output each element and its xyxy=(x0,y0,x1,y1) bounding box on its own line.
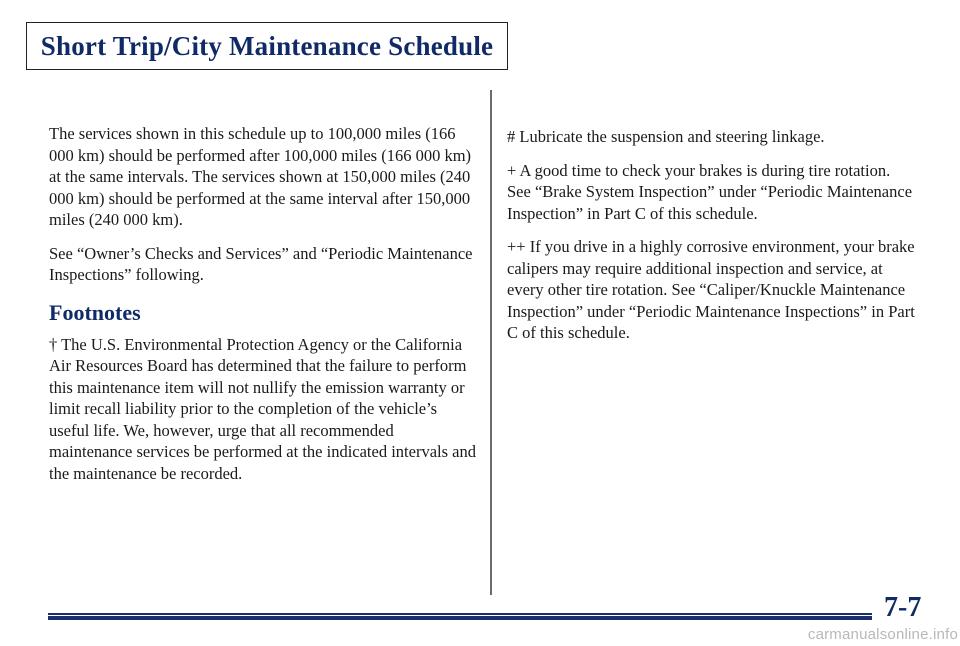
left-column xyxy=(49,123,479,496)
watermark-text: carmanualsonline.info xyxy=(807,626,958,643)
footer-rule-thin xyxy=(48,613,872,615)
page-number: 7-7 xyxy=(884,592,922,623)
page-title: Short Trip/City Maintenance Schedule xyxy=(40,30,494,61)
right-column xyxy=(507,126,917,356)
footnote-hash: # Lubricate the suspension and steering linkage. xyxy=(507,127,825,146)
footnotes-heading: Footnotes xyxy=(49,299,141,325)
footnote-plus: + A good time to check your brakes is during tire rotation. See “Brake System Inspection” under “Periodic Maintenance Inspection” in Part C of this schedule. xyxy=(507,160,913,223)
footer-rule-thick xyxy=(48,616,872,620)
intro-paragraph: The services shown in this schedule up to 100,000 miles (166 000 km) should be performed after 100,000 miles (166 000 km) at the same intervals. The services shown at 150,000 miles (240 000 km) should be performed at the same interval after 150,000 miles (240 000 km). xyxy=(49,124,472,229)
footnote-double-plus: ++ If you drive in a highly corrosive environment, your brake calipers may require additional inspection and service, at every other tire rotation. See “Caliper/Knuckle Maintenance Inspection” under “Periodic Maintenance Inspections” in Part C of this schedule. xyxy=(507,237,915,342)
column-divider xyxy=(490,90,492,595)
footnote-dagger: † The U.S. Environmental Protection Agency or the California Air Resources Board has determined that the failure to perform this maintenance item will not nullify the emission warranty or limit recall liability prior to the completion of the vehicle’s useful life. We, however, urge that all recommended maintenance services be performed at the indicated intervals and the maintenance be recorded. xyxy=(49,334,476,483)
title-box xyxy=(26,22,508,70)
see-also-paragraph: See “Owner’s Checks and Services” and “Periodic Maintenance Inspections” following. xyxy=(49,243,473,284)
